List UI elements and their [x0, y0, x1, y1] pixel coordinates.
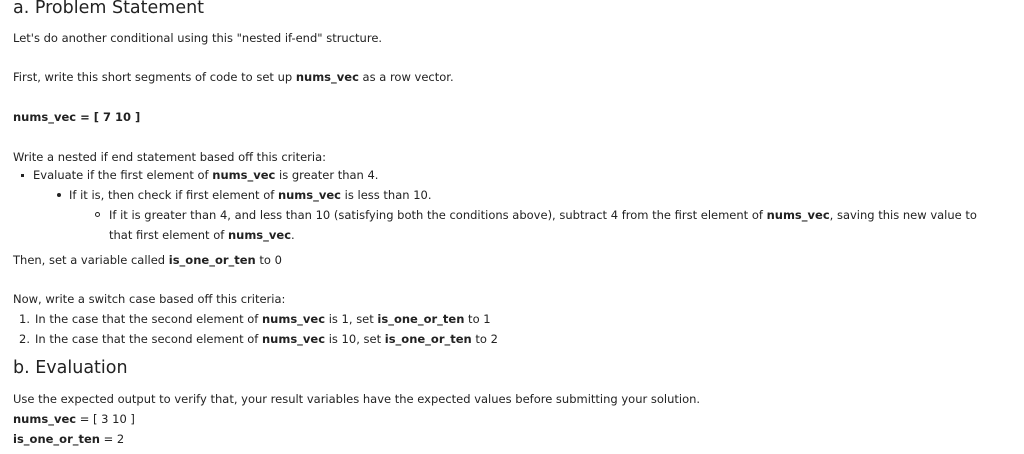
- evaluation-instructions: Use the expected output to verify that, your result variables have the expected values before submitting your solution.: [13, 392, 701, 406]
- criteria-list: [13, 165, 1003, 245]
- then-instruction: Then, set a variable called is_one_or_ten to 0: [13, 253, 282, 267]
- nested-instruction: Write a nested if end statement based off this criteria:: [13, 150, 326, 164]
- setup-instruction: First, write this short segments of code to set up nums_vec as a row vector.: [13, 70, 454, 84]
- expected-is-one-or-ten: is_one_or_ten = 2: [13, 432, 125, 446]
- switch-instruction: Now, write a switch case based off this criteria:: [13, 292, 286, 306]
- code-line: nums_vec = [ 7 10 ]: [13, 110, 141, 124]
- section-b-heading: b. Evaluation: [13, 358, 128, 378]
- list-item: Evaluate if the first element of nums_vec is greater than 4. If it is, then check if first element of nums_vec is less than 10. If it is greater than 4, and less than 10 (satisfying both the conditions above), subtract 4 from the first element of nums_vec, saving this new value to that first element of nums_vec.: [19, 165, 1003, 245]
- intro-text: Let's do another conditional using this "nested if-end" structure.: [13, 31, 383, 45]
- section-a-heading: a. Problem Statement: [13, 0, 205, 18]
- list-item: If it is, then check if first element of nums_vec is less than 10. If it is greater than 4, and less than 10 (satisfying both the conditions above), subtract 4 from the first element of nums_vec, saving this new value to that first element of nums_vec.: [55, 185, 1003, 245]
- list-item: If it is greater than 4, and less than 10 (satisfying both the conditions above), subtract 4 from the first element of nums_vec, saving this new value to that first element of nums_vec.: [91, 205, 1003, 245]
- list-item: 2. In the case that the second element of nums_vec is 10, set is_one_or_ten to 2: [19, 332, 498, 346]
- var-nums-vec: nums_vec: [295, 70, 359, 84]
- list-item: 1. In the case that the second element of nums_vec is 1, set is_one_or_ten to 1: [19, 312, 491, 326]
- switch-cases-list: [13, 309, 1003, 349]
- expected-nums-vec: nums_vec = [ 3 10 ]: [13, 412, 135, 426]
